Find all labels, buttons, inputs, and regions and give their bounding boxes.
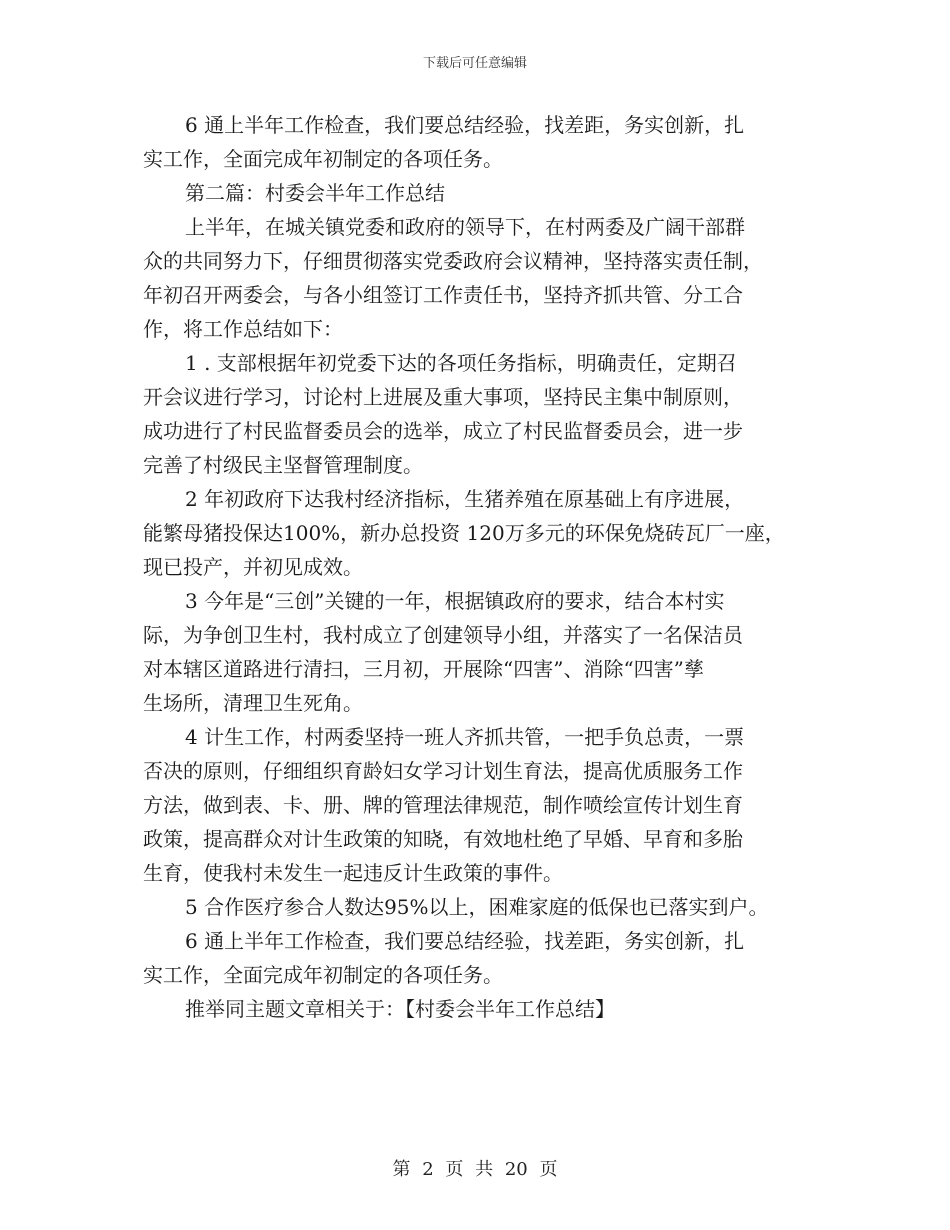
text-line: 6 通上半年工作检查，我们要总结经验，找差距，务实创新，扎	[185, 113, 745, 137]
text-line: 完善了村级民主坚督管理制度。	[143, 453, 423, 477]
text-line: 4 计生工作，村两委坚持一班人齐抓共管，一把手负总责，一票	[185, 725, 745, 749]
page-header: 下载后可任意编辑	[422, 56, 527, 71]
text-line: 5 合作医疗参合人数达95%以上，困难家庭的低保也已落实到户。	[185, 895, 769, 919]
page-number: 第 2 页 共 20 页	[392, 1159, 558, 1180]
text-line: 作，将工作总结如下：	[143, 317, 343, 341]
text-line: 上半年，在城关镇党委和政府的领导下，在村两委及广阔干部群	[185, 215, 745, 239]
text-line: 2 年初政府下达我村经济指标，生猪养殖在原基础上有序进展，	[185, 487, 745, 511]
text-line: 实工作，全面完成年初制定的各项任务。	[143, 963, 503, 987]
paragraph	[143, 482, 813, 584]
text-line: 现已投产，并初见成效。	[143, 555, 363, 579]
section-heading	[143, 176, 813, 210]
text-line: 1 . 支部根据年初党委下达的各项任务指标，明确责任，定期召	[185, 351, 737, 375]
text-line: 生场所，清理卫生死角。	[143, 691, 363, 715]
related-articles	[143, 992, 813, 1026]
text-line: 众的共同努力下，仔细贯彻落实党委政府会议精神，坚持落实责任制，	[143, 249, 763, 273]
paragraph	[143, 108, 813, 176]
text-line: 政策，提高群众对计生政策的知晓，有效地杜绝了早婚、早育和多胎	[143, 827, 743, 851]
text-line: 年初召开两委会，与各小组签订工作责任书，坚持齐抓共管、分工合	[143, 283, 743, 307]
paragraph	[143, 346, 813, 482]
paragraph	[143, 584, 813, 720]
text-line: 6 通上半年工作检查，我们要总结经验，找差距，务实创新，扎	[185, 929, 745, 953]
paragraph	[143, 210, 813, 346]
text-line: 开会议进行学习，讨论村上进展及重大事项，坚持民主集中制原则，	[143, 385, 743, 409]
text-line: 否决的原则，仔细组织育龄妇女学习计划生育法，提高优质服务工作	[143, 759, 743, 783]
text-line: 对本辖区道路进行清扫，三月初，开展除“四害”、消除“四害”孳	[143, 657, 704, 681]
paragraph	[143, 890, 813, 924]
related-articles-text: 推举同主题文章相关于：【村委会半年工作总结】	[185, 997, 615, 1021]
paragraph	[143, 720, 813, 890]
text-line: 成功进行了村民监督委员会的选举，成立了村民监督委员会，进一步	[143, 419, 743, 443]
paragraph	[143, 924, 813, 992]
text-line: 方法，做到表、卡、册、牌的管理法律规范，制作喷绘宣传计划生育	[143, 793, 743, 817]
section-title: 第二篇：村委会半年工作总结	[185, 181, 445, 205]
text-line: 实工作，全面完成年初制定的各项任务。	[143, 147, 503, 171]
text-line: 3 今年是“三创”关键的一年，根据镇政府的要求，结合本村实	[185, 589, 725, 613]
document-body	[143, 108, 813, 1026]
text-line: 生育，使我村未发生一起违反计生政策的事件。	[143, 861, 563, 885]
text-line: 能繁母猪投保达100%，新办总投资 120万多元的环保免烧砖瓦厂一座，	[143, 521, 785, 545]
text-line: 际，为争创卫生村，我村成立了创建领导小组，并落实了一名保洁员	[143, 623, 743, 647]
